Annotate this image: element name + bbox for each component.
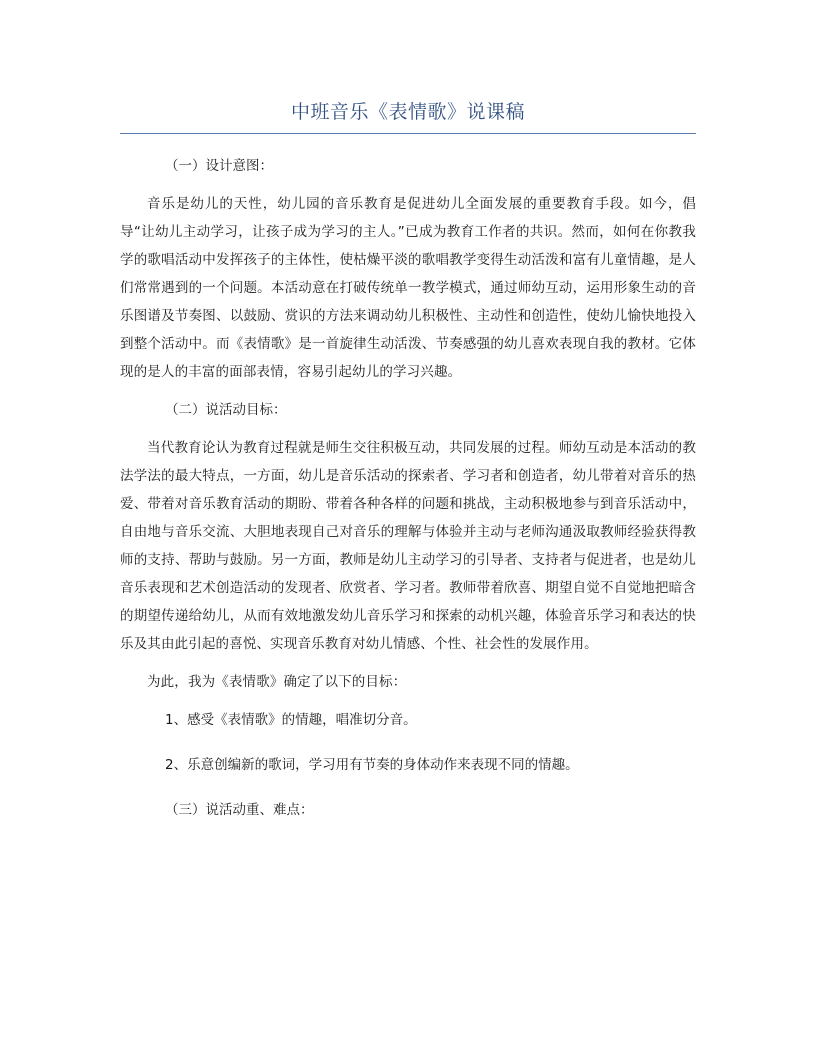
title-underline [120,133,696,134]
section-heading-key-points: （三）说活动重、难点： [165,802,314,818]
section-heading-design-intent: （一）设计意图： [165,158,273,174]
paragraph-design-intent: 音乐是幼儿的天性，幼儿园的音乐教育是促进幼儿全面发展的重要教育手段。如今，倡导“让幼儿主动学习，让孩子成为学习的主人。”已成为教育工作者的共识。然而，如何在你教我学的歌唱活动中发挥孩子的主体性，使枯燥平淡的歌唱教学变得生动活泼和富有儿童情趣，是人们常常遇到的一个问题。本活动意在打破传统单一教学模式，通过师幼互动，运用形象生动的音乐图谱及节奏图、以鼓励、赏识的方法来调动幼儿积极性、主动性和创造性，使幼儿愉快地投入到整个活动中。而《表情歌》是一首旋律生动活泼、节奏感强的幼儿喜欢表现自我的教材。它体现的是人的丰富的面部表情，容易引起幼儿的学习兴趣。 [120,196,696,380]
paragraph-education-theory: 当代教育论认为教育过程就是师生交往积极互动，共同发展的过程。师幼互动是本活动的教法学法的最大特点，一方面，幼儿是音乐活动的探索者、学习者和创造者，幼儿带着对音乐的热爱、带着对音乐教育活动的期盼、带着各种各样的问题和挑战，主动积极地参与到音乐活动中，自由地与音乐交流、大胆地表现自己对音乐的理解与体验并主动与老师沟通汲取教师经验获得教师的支持、帮助与鼓励。另一方面，教师是幼儿主动学习的引导者、支持者与促进者，也是幼儿音乐表现和艺术创造活动的发现者、欣赏者、学习者。教师带着欣喜、期望自觉不自觉地把暗含的期望传递给幼儿，从而有效地激发幼儿音乐学习和探索的动机兴趣，体验音乐学习和表达的快乐及其由此引起的喜悦、实现音乐教育对幼儿情感、个性、社会性的发展作用。 [120,440,696,652]
goal-item-2: 2、乐意创编新的歌词，学习用有节奏的身体动作来表现不同的情趣。 [165,757,579,773]
paragraph-goals-intro: 为此，我为《表情歌》确定了以下的目标： [147,674,407,690]
goal-item-1: 1、感受《表情歌》的情趣，唱准切分音。 [165,712,417,728]
section-heading-activity-goals: （二）说活动目标： [165,402,287,418]
document-title: 中班音乐《表情歌》说课稿 [290,101,525,123]
document-body [120,152,696,834]
